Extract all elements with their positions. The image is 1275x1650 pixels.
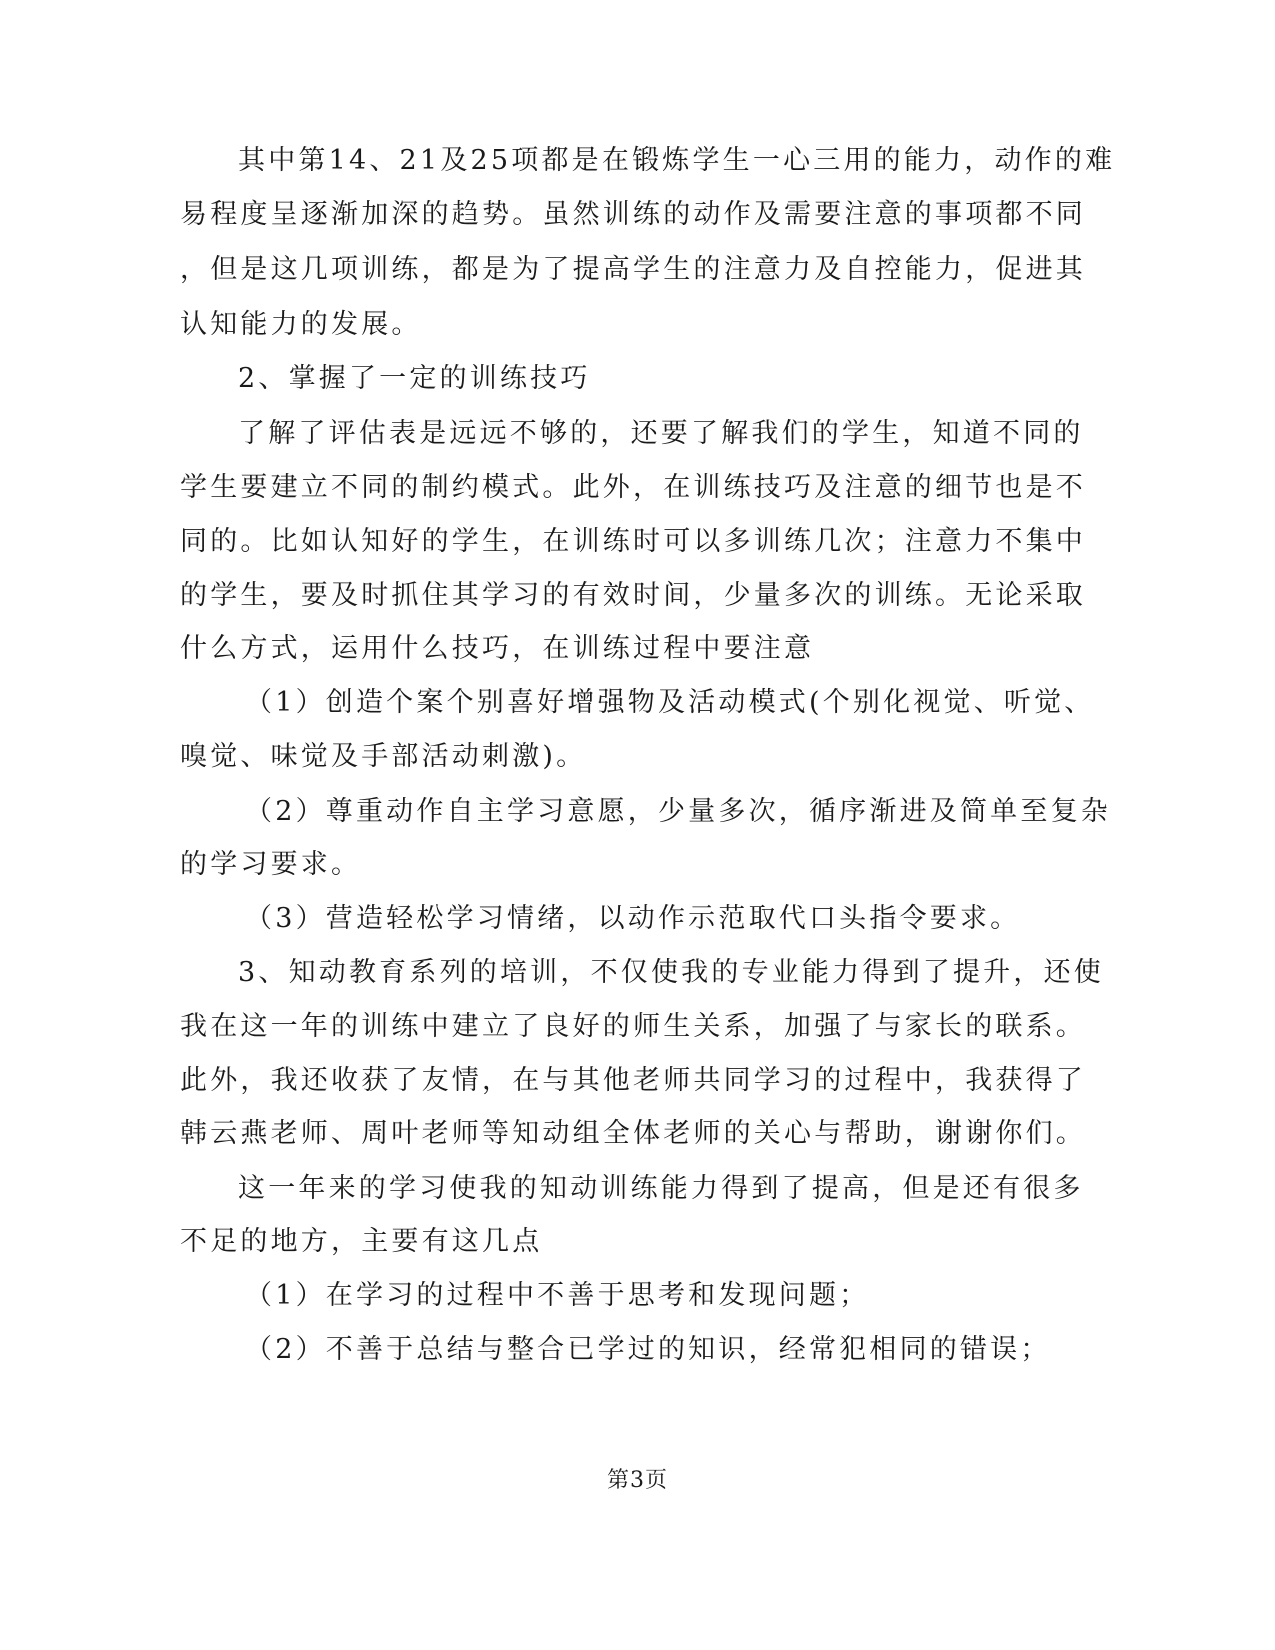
list-item: （1）创造个案个别喜好增强物及活动模式(个别化视觉、听觉、 <box>245 687 1095 718</box>
list-item: （1）在学习的过程中不善于思考和发现问题； <box>245 1280 870 1311</box>
list-item: （2）不善于总结与整合已学过的知识，经常犯相同的错误； <box>245 1334 1051 1365</box>
text-line: 嗅觉、味觉及手部活动刺激)。 <box>180 741 587 772</box>
text-line: 认知能力的发展。 <box>180 309 422 340</box>
text-line: 其中第14、21及25项都是在锻炼学生一心三用的能力，动作的难 <box>238 145 1116 176</box>
text-line: 此外，我还收获了友情，在与其他老师共同学习的过程中，我获得了 <box>180 1065 1086 1096</box>
text-line: 学生要建立不同的制约模式。此外，在训练技巧及注意的细节也是不 <box>180 472 1086 503</box>
text-line: 同的。比如认知好的学生，在训练时可以多训练几次；注意力不集中 <box>180 526 1086 557</box>
section-heading: 2、掌握了一定的训练技巧 <box>238 363 591 394</box>
text-line: 我在这一年的训练中建立了良好的师生关系，加强了与家长的联系。 <box>180 1011 1086 1042</box>
text-line: 什么方式，运用什么技巧，在训练过程中要注意 <box>180 633 815 664</box>
page-number: 第3页 <box>607 1468 668 1493</box>
text-line: 不足的地方，主要有这几点 <box>180 1226 543 1257</box>
list-item: （2）尊重动作自主学习意愿，少量多次，循序渐进及简单至复杂 <box>245 796 1111 827</box>
list-item: （3）营造轻松学习情绪，以动作示范取代口头指令要求。 <box>245 903 1021 934</box>
text-line: ，但是这几项训练，都是为了提高学生的注意力及自控能力，促进其 <box>180 254 1086 285</box>
text-line: 韩云燕老师、周叶老师等知动组全体老师的关心与帮助，谢谢你们。 <box>180 1118 1086 1149</box>
text-line: 易程度呈逐渐加深的趋势。虽然训练的动作及需要注意的事项都不同 <box>180 199 1086 230</box>
text-line: 3、知动教育系列的培训，不仅使我的专业能力得到了提升，还使 <box>238 957 1104 988</box>
text-line: 了解了评估表是远远不够的，还要了解我们的学生，知道不同的 <box>238 418 1084 449</box>
text-line: 的学习要求。 <box>180 849 362 880</box>
text-line: 的学生，要及时抓住其学习的有效时间，少量多次的训练。无论采取 <box>180 580 1086 611</box>
text-line: 这一年来的学习使我的知动训练能力得到了提高，但是还有很多 <box>238 1173 1084 1204</box>
